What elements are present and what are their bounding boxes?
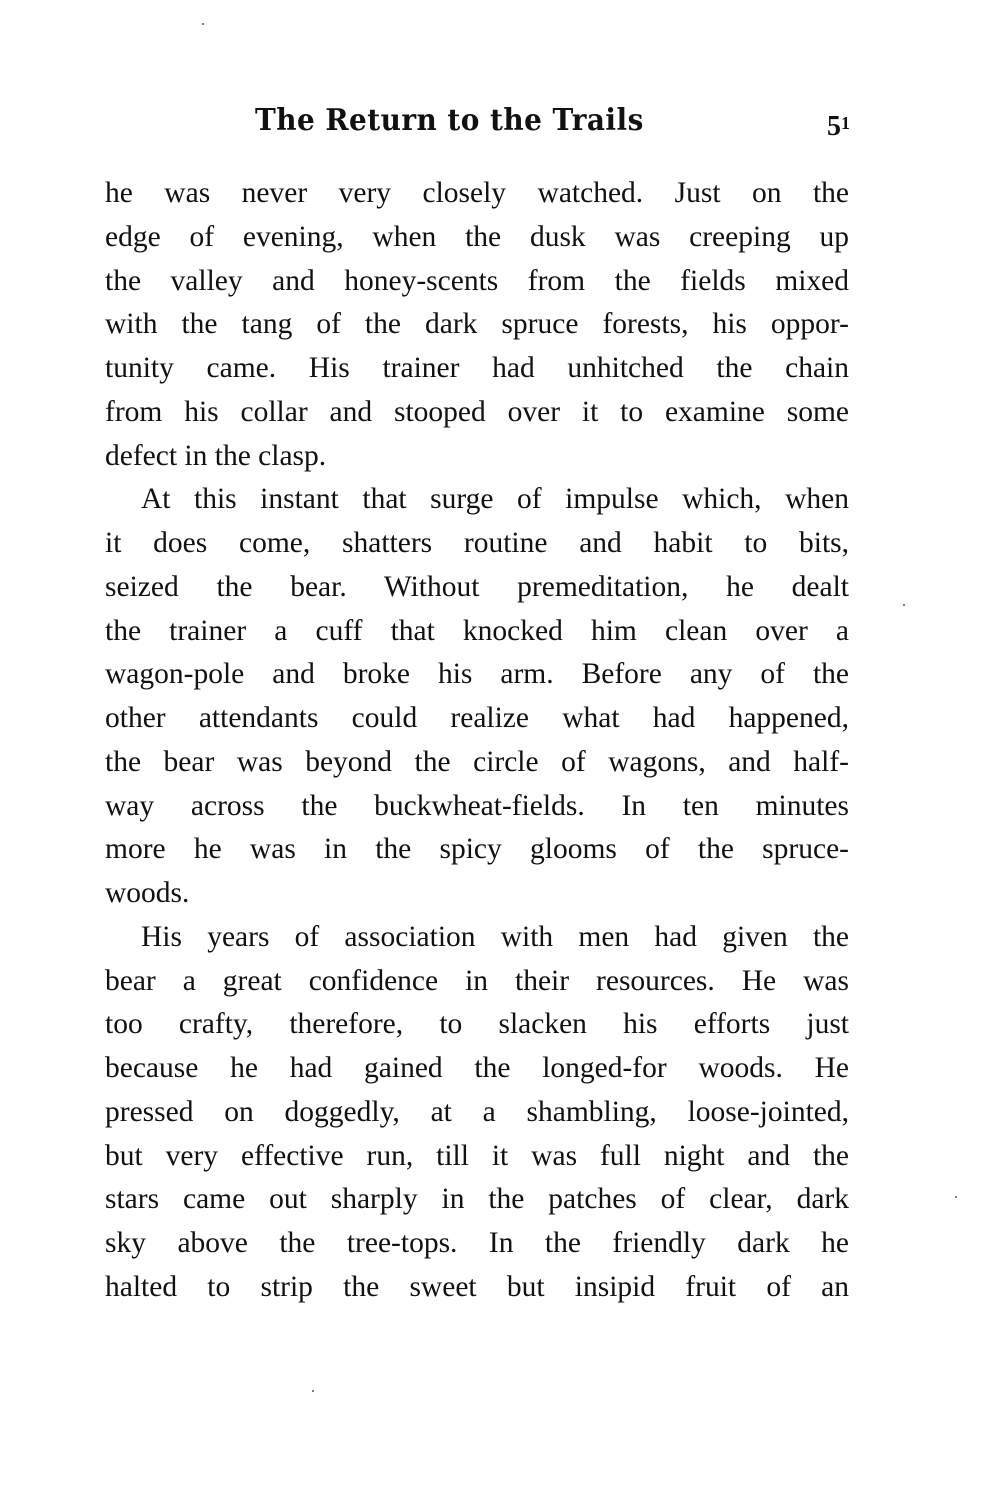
text-line: too crafty, therefore, to slacken his efforts just <box>105 1008 849 1041</box>
page-number-sup: 1 <box>841 113 850 133</box>
paragraph <box>105 478 849 916</box>
text-line: the bear was beyond the circle of wagons, and half- <box>105 745 849 778</box>
scan-speck <box>903 604 905 606</box>
scan-speck <box>955 1196 957 1198</box>
text-line: because he had gained the longed-for woods. He <box>105 1052 849 1084</box>
text-line: tunity came. His trainer had unhitched the chain <box>105 352 849 384</box>
paragraph <box>105 172 849 478</box>
body-text <box>105 172 849 1310</box>
text-line: more he was in the spicy glooms of the spruce- <box>105 833 849 866</box>
text-line: woods. <box>105 877 190 909</box>
text-line: other attendants could realize what had happened, <box>105 702 849 734</box>
paragraph <box>105 916 849 1310</box>
running-title: The Return to the Trails <box>255 103 644 138</box>
text-line: the trainer a cuff that knocked him clean over a <box>105 614 849 647</box>
text-line: pressed on doggedly, at a shambling, loose-jointed, <box>105 1095 849 1128</box>
text-line: edge of evening, when the dusk was creeping up <box>105 220 849 253</box>
text-line: bear a great confidence in their resources. He was <box>105 964 849 997</box>
text-line: stars came out sharply in the patches of clear, dark <box>105 1183 849 1216</box>
text-line: it does come, shatters routine and habit to bits, <box>105 527 849 559</box>
text-line: the valley and honey-scents from the fields mixed <box>105 264 849 297</box>
text-line: way across the buckwheat-fields. In ten minutes <box>105 789 849 822</box>
text-line: but very effective run, till it was full night and the <box>105 1139 849 1172</box>
text-line: halted to strip the sweet but insipid fruit of an <box>105 1270 849 1303</box>
text-line: from his collar and stooped over it to examine some <box>105 395 849 428</box>
page-number-main: 5 <box>827 111 841 142</box>
text-line: defect in the clasp. <box>105 439 327 472</box>
text-line: with the tang of the dark spruce forests, his oppor- <box>105 308 849 341</box>
text-line: His years of association with men had given the <box>141 920 849 953</box>
text-line: he was never very closely watched. Just on the <box>105 177 849 209</box>
scan-speck <box>312 1390 314 1392</box>
text-line: wagon-pole and broke his arm. Before any of the <box>105 658 849 691</box>
text-line: seized the bear. Without premeditation, he dealt <box>105 570 849 603</box>
running-head <box>105 96 850 146</box>
text-line: At this instant that surge of impulse which, when <box>141 483 849 516</box>
page-number <box>827 98 850 152</box>
text-line: sky above the tree-tops. In the friendly dark he <box>105 1227 849 1259</box>
scan-speck <box>202 23 204 25</box>
